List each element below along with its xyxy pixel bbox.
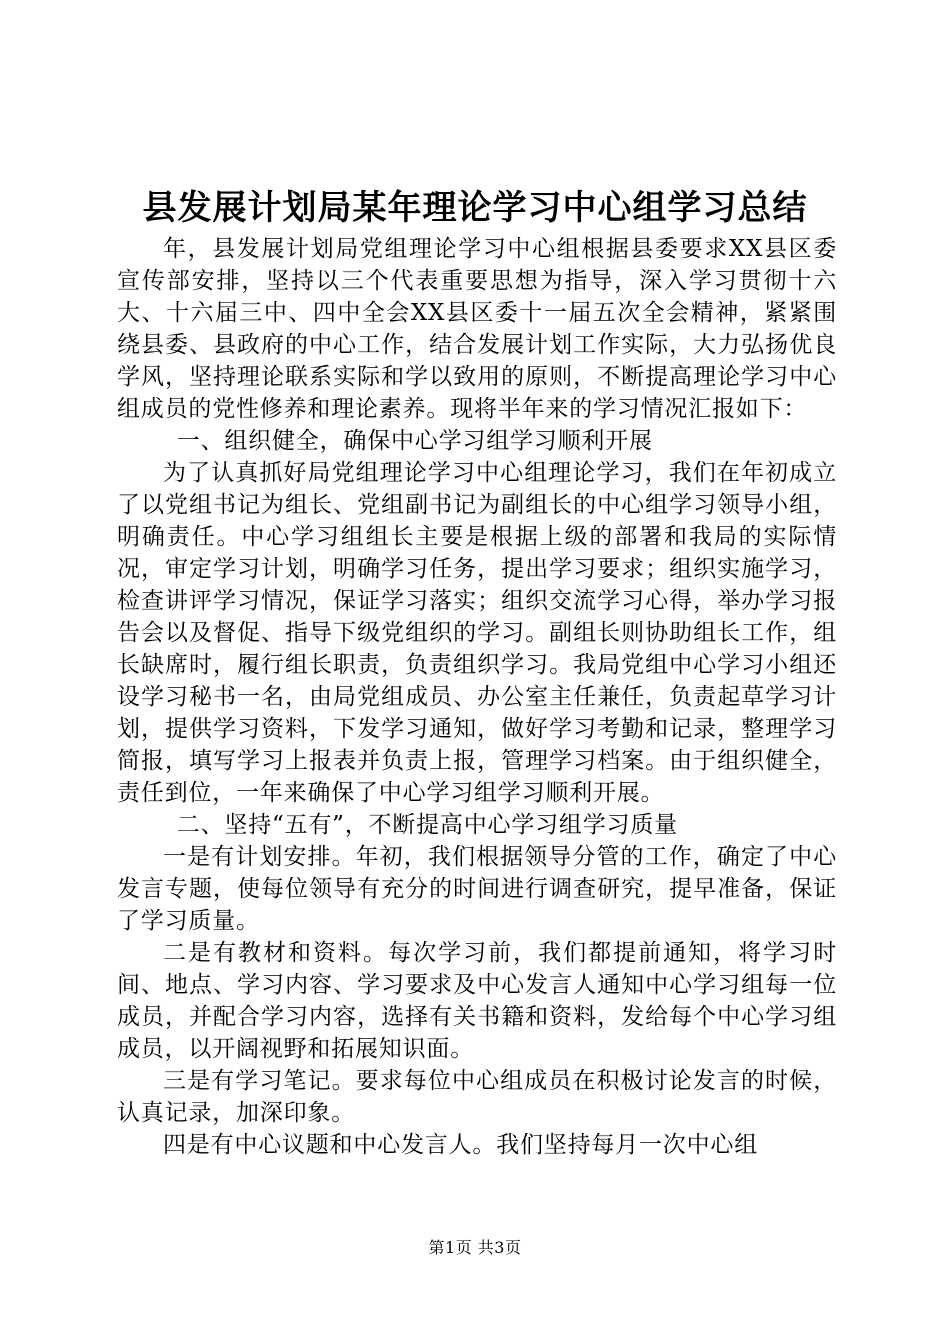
document-title: 县发展计划局某年理论学习中心组学习总结 bbox=[142, 188, 808, 228]
paragraph-notes: 三是有学习笔记。要求每位中心组成员在积极讨论发言的时候，认真记录，加深印象。 bbox=[117, 1068, 837, 1126]
paragraph-topics: 四是有中心议题和中心发言人。我们坚持每月一次中心组 bbox=[163, 1132, 758, 1158]
paragraph-materials: 二是有教材和资料。每次学习前，我们都提前通知，将学习时间、地点、学习内容、学习要求及中心发言人通知中心学习组每一位成员，并配合学习内容，选择有关书籍和资料，发给每个中心学习组成员，以开阔视野和拓展知识面。 bbox=[117, 940, 837, 1062]
paragraph-intro: 年，县发展计划局党组理论学习中心组根据县委要求XX县区委宣传部安排，坚持以三个代表重要思想为指导，深入学习贯彻十六大、十六届三中、四中全会XX县区委十一届五次全会精神，紧紧围绕县委、县政府的中心工作，结合发展计划工作实际，大力弘扬优良学风，坚持理论联系实际和学以致用的原则，不断提高理论学习中心组成员的党性修养和理论素养。现将半年来的学习情况汇报如下： bbox=[117, 236, 837, 422]
page-number: 第1页 共3页 bbox=[428, 1238, 522, 1257]
section-heading-1: 一、组织健全，确保中心学习组学习顺利开展 bbox=[176, 428, 653, 454]
section-heading-2: 二、坚持“五有”，不断提高中心学习组学习质量 bbox=[176, 812, 678, 838]
paragraph-plan: 一是有计划安排。年初，我们根据领导分管的工作，确定了中心发言专题，使每位领导有充分的时间进行调查研究，提早准备，保证了学习质量。 bbox=[117, 844, 837, 934]
paragraph-organization: 为了认真抓好局党组理论学习中心组理论学习，我们在年初成立了以党组书记为组长、党组副书记为副组长的中心组学习领导小组，明确责任。中心学习组组长主要是根据上级的部署和我局的实际情况，审定学习计划，明确学习任务，提出学习要求；组织实施学习，检查讲评学习情况，保证学习落实；组织交流学习心得，举办学习报告会以及督促、指导下级党组织的学习。副组长则协助组长工作，组长缺席时，履行组长职责，负责组织学习。我局党组中心学习小组还设学习秘书一名，由局党组成员、办公室主任兼任，负责起草学习计划，提供学习资料，下发学习通知，做好学习考勤和记录，整理学习简报，填写学习上报表并负责上报，管理学习档案。由于组织健全，责任到位，一年来确保了中心学习组学习顺利开展。 bbox=[117, 460, 837, 806]
document-body bbox=[117, 233, 837, 1161]
